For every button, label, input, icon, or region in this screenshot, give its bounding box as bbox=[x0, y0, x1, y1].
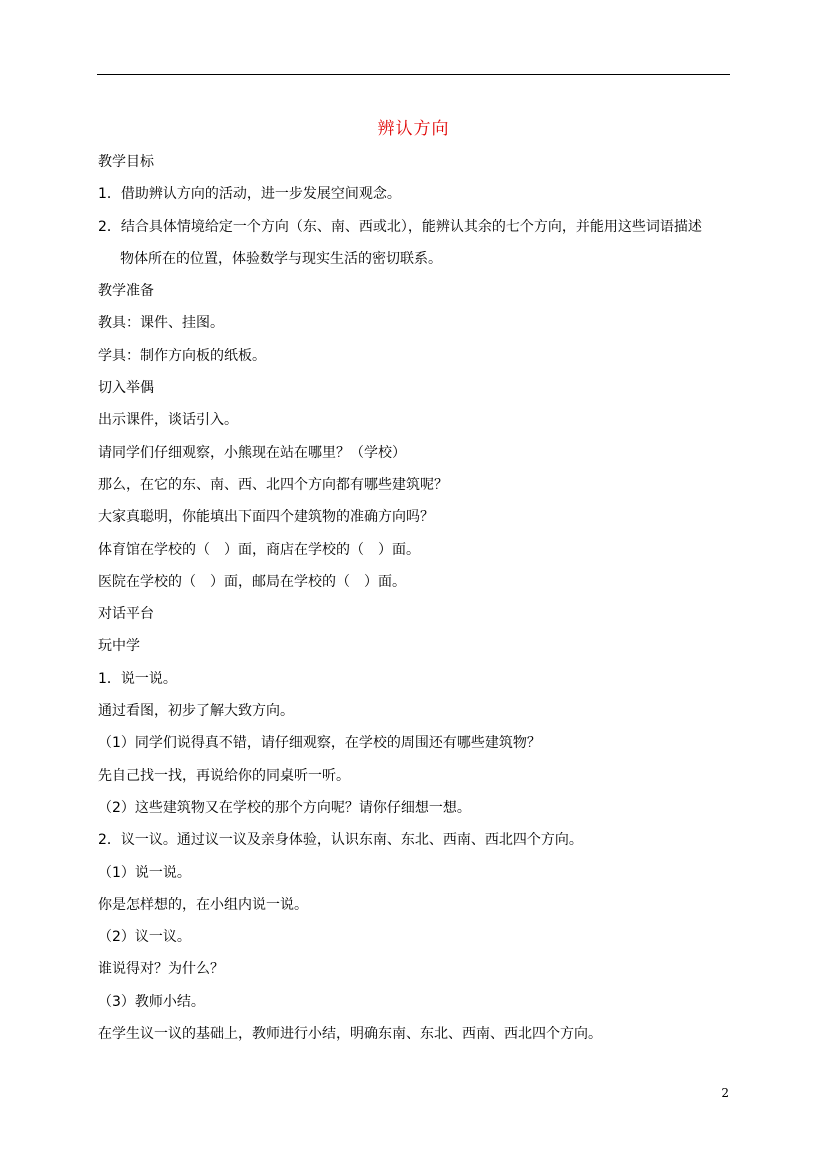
page-number: 2 bbox=[721, 1086, 729, 1100]
text-line: 医院在学校的（ ）面，邮局在学校的（ ）面。 bbox=[98, 573, 406, 590]
document-title: 辨认方向 bbox=[377, 119, 450, 139]
text-line: 教学准备 bbox=[98, 283, 154, 300]
text-line: （1）同学们说得真不错，请仔细观察，在学校的周围还有哪些建筑物？ bbox=[98, 735, 541, 752]
text-line: （3）教师小结。 bbox=[98, 993, 205, 1010]
text-line: 对话平台 bbox=[98, 606, 154, 623]
text-line: 在学生议一议的基础上，教师进行小结，明确东南、东北、西南、西北四个方向。 bbox=[98, 1026, 602, 1043]
text-line: 1．说一说。 bbox=[98, 670, 177, 687]
text-line: 教具：课件、挂图。 bbox=[98, 315, 224, 332]
text-line: 物体所在的位置，体验数学与现实生活的密切联系。 bbox=[120, 250, 442, 267]
text-line: 通过看图，初步了解大致方向。 bbox=[98, 703, 294, 720]
text-line: 2．议一议。通过议一议及亲身体验，认识东南、东北、西南、西北四个方向。 bbox=[98, 832, 583, 849]
header-rule bbox=[97, 74, 730, 75]
text-line: 那么，在它的东、南、西、北四个方向都有哪些建筑呢？ bbox=[98, 476, 448, 493]
text-line: 学具：制作方向板的纸板。 bbox=[98, 347, 266, 364]
text-line: 先自己找一找，再说给你的同桌听一听。 bbox=[98, 767, 350, 784]
text-line: 出示课件，谈话引入。 bbox=[98, 412, 238, 429]
text-line: 1．借助辨认方向的活动，进一步发展空间观念。 bbox=[98, 186, 401, 203]
text-line: 教学目标 bbox=[98, 154, 154, 170]
text-line: 请同学们仔细观察，小熊现在站在哪里？（学校） bbox=[98, 444, 406, 461]
text-line: 2．结合具体情境给定一个方向（东、南、西或北），能辨认其余的七个方向，并能用这些词语描述 bbox=[98, 218, 702, 235]
text-line: 体育馆在学校的（ ）面，商店在学校的（ ）面。 bbox=[98, 541, 420, 558]
text-line: （2）这些建筑物又在学校的那个方向呢？请你仔细想一想。 bbox=[98, 799, 471, 816]
text-line: 大家真聪明，你能填出下面四个建筑物的准确方向吗？ bbox=[98, 509, 434, 526]
text-line: 你是怎样想的，在小组内说一说。 bbox=[98, 896, 308, 913]
text-line: 切入举偶 bbox=[98, 380, 154, 397]
text-line: 玩中学 bbox=[98, 638, 140, 655]
text-line: 谁说得对？为什么？ bbox=[98, 961, 224, 978]
text-line: （2）议一议。 bbox=[98, 929, 191, 946]
document-body bbox=[98, 146, 732, 1050]
text-line: （1）说一说。 bbox=[98, 864, 191, 881]
